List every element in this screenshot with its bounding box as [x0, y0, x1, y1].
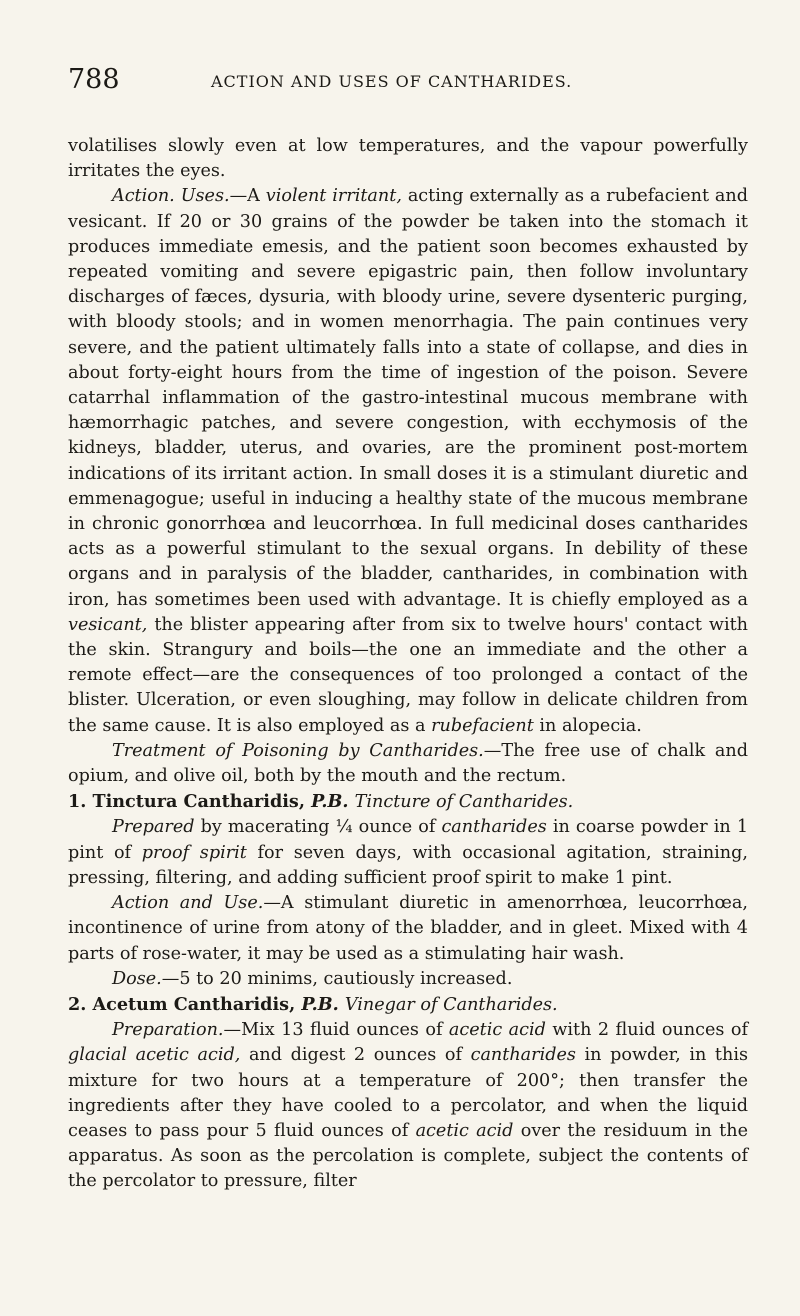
tincture-prep-label: Prepared: [112, 817, 195, 838]
tincture-prep-a: by macerating: [194, 817, 336, 838]
action-dash: —A: [229, 186, 266, 207]
treatment-label: Treatment of Poisoning by Cantharides.: [112, 740, 484, 761]
intro-paragraph: [68, 134, 748, 184]
page-header: [68, 64, 748, 106]
book-page: [68, 64, 748, 1195]
body-text: [68, 134, 748, 1195]
tincture-action-paragraph: [68, 891, 748, 967]
tincture-prep-c: in coarse powder in 1 pint of: [68, 817, 749, 863]
tincture-dose-paragraph: [68, 967, 748, 992]
acetum-prep-e: over the residuum in the apparatus. As soon as the percolation is complete, subject the contents of the percolator to pressure, filter: [68, 1120, 748, 1192]
tincture-prep-d: for seven days, with occasional agitation, straining, pressing, filtering, and adding sufficient proof spirit to make 1 pint.: [68, 842, 748, 888]
acetum-cantharides-term: cantharides: [470, 1045, 576, 1066]
action-text-3: in alopecia.: [533, 715, 642, 736]
tincture-action-text: —A stimulant diuretic in amenorrhœa, leucorrhœa, incontinence of urine from atony of the bladder, and in gleet. Mixed with 4 parts of rose-water, it may be used as a stimulating hair wash.: [68, 893, 749, 964]
acetum-pb: P.B.: [301, 993, 339, 1015]
page-number: 788: [68, 64, 120, 95]
tincture-action-label: Action and Use.: [112, 893, 264, 914]
acetum-prep-b: with 2 fluid ounces of: [545, 1020, 748, 1041]
violent-irritant-term: violent irritant,: [265, 186, 402, 207]
action-paragraph: [68, 184, 748, 738]
acetum-prep-paragraph: [68, 1018, 748, 1194]
proof-spirit-term: proof spirit: [141, 842, 247, 863]
tincture-heading: [68, 789, 748, 815]
acetum-prep-a: —Mix 13 fluid ounces of: [223, 1020, 449, 1041]
tincture-dose-text: —5 to 20 minims, cautiously increased.: [161, 968, 513, 989]
tincture-heading-name: 1. Tinctura Cantharidis,: [68, 791, 312, 813]
acetum-title: Vinegar of Cantharides.: [344, 994, 558, 1015]
running-title: ACTION AND USES OF CANTHARIDES.: [211, 72, 573, 91]
action-text: acting externally as a rubefacient and vesicant. If 20 or 30 grains of the powder be taken into the stomach it produces immediate emesis, and the patient soon becomes exhausted by repeated vomiting and severe epigastric pain, then follow involuntary discharges of fæces, dysuria, with bloody urine, severe dysenteric purging, with bloody stools; and in women menorrhagia. The pain continues very severe, and the patient ultimately falls into a state of collapse, and dies in about forty-eight hours from the time of ingestion of the poison. Severe catarrhal inflammation of the gastro-intestinal mucous membrane with hæmorrhagic patches, and severe congestion, with ecchymosis of the kidneys, bladder, uterus, and ovaries, are the prominent post-mortem indications of its irritant action. In small doses it is a stimulant diuretic and emmenagogue; useful in inducing a healthy state of the mucous membrane in chronic gonorrhœa and leucorrhœa. In full medicinal doses cantharides acts as a powerful stimulant to the sexual organs. In debility of these organs and in paralysis of the bladder, cantharides, in combination with iron, has sometimes been used with advantage. It is chiefly employed as a: [68, 186, 748, 610]
acetic-acid-term: acetic acid: [448, 1020, 546, 1041]
acetum-prep-d: in powder, in this mixture for two hours at a temperature of 200°; then transfer the ingredients after they have cooled to a percolator, and when the liquid ceases to pass pour 5 fluid ounces of: [68, 1045, 748, 1141]
acetic-acid-term-2: acetic acid: [415, 1120, 514, 1141]
glacial-acetic-acid-term: glacial acetic acid,: [68, 1045, 241, 1066]
fraction-quarter: ¼: [335, 817, 353, 838]
acetum-prep-c: and digest 2 ounces of: [240, 1045, 471, 1066]
tincture-dose-label: Dose.: [112, 968, 162, 989]
vesicant-term: vesicant,: [68, 614, 148, 635]
rubefacient-term: rubefacient: [431, 715, 534, 736]
action-label: Action.: [112, 186, 175, 207]
tincture-prep-b: ounce of: [352, 817, 442, 838]
treatment-paragraph: [68, 739, 748, 789]
treatment-text: —The free use of chalk and opium, and olive oil, both by the mouth and the rectum.: [68, 740, 748, 787]
tincture-title: Tincture of Cantharides.: [354, 792, 574, 813]
acetum-prep-label: Preparation.: [112, 1020, 224, 1041]
tincture-pb: P.B.: [311, 791, 349, 813]
action-text-2: the blister appearing after from six to twelve hours' contact with the skin. Strangury and boils—the one an immediate and the other a remote effect—are the consequences of too prolonged a contact of the blister. Ulceration, or even sloughing, may follow in delicate children from the same cause. It is also employed as a: [68, 614, 748, 736]
intro-text: volatilises slowly even at low temperatures, and the vapour powerfully irritates the eyes.: [68, 136, 748, 182]
tincture-prep-paragraph: [68, 815, 748, 891]
uses-label: Uses.: [180, 186, 230, 207]
acetum-heading-name: 2. Acetum Cantharidis,: [68, 993, 302, 1015]
cantharides-term: cantharides: [441, 817, 547, 838]
acetum-heading: [68, 992, 748, 1018]
